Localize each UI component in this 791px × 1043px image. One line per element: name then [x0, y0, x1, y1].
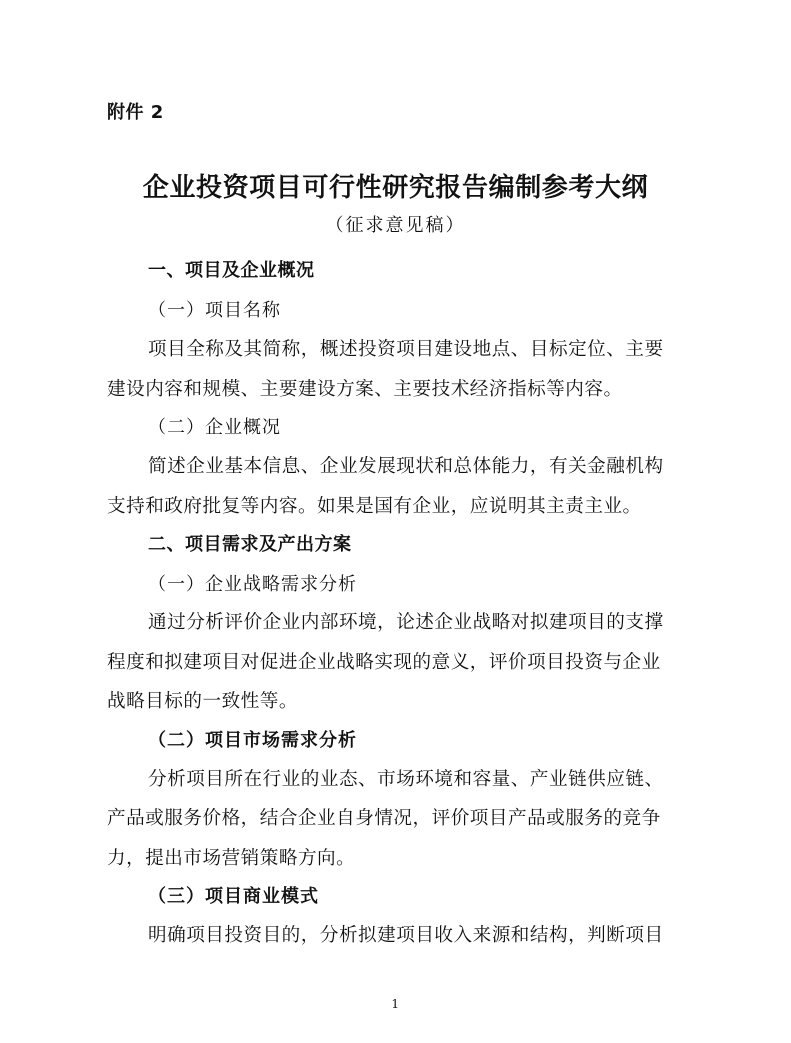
section-heading-1: 一、项目及企业概况 — [148, 260, 315, 281]
paragraph-line: 分析项目所在行业的业态、市场环境和容量、产业链供应链、 — [148, 769, 664, 790]
paragraph-line: 明确项目投资目的，分析拟建项目收入来源和结构，判断项目 — [148, 925, 664, 946]
document-subtitle: （征求意见稿） — [325, 215, 466, 236]
paragraph-line: 通过分析评价企业内部环境，论述企业战略对拟建项目的支撑 — [148, 612, 664, 633]
paragraph-line: 建设内容和规模、主要建设方案、主要技术经济指标等内容。 — [107, 379, 623, 400]
paragraph-line: 简述企业基本信息、企业发展现状和总体能力，有关金融机构 — [148, 456, 664, 477]
attachment-label: 附件 2 — [107, 102, 164, 123]
section-heading-2: 二、项目需求及产出方案 — [148, 534, 352, 555]
paragraph-line: 程度和拟建项目对促进企业战略实现的意义，评价项目投资与企业 — [107, 652, 661, 673]
subsection-heading-2-3: （三）项目商业模式 — [148, 886, 319, 907]
subsection-heading-1-1: （一）项目名称 — [148, 300, 281, 321]
page-number: 1 — [391, 997, 400, 1011]
subsection-heading-2-2: （二）项目市场需求分析 — [148, 730, 357, 751]
paragraph-line: 战略目标的一致性等。 — [107, 691, 298, 712]
subsection-heading-2-1: （一）企业战略需求分析 — [148, 574, 357, 595]
paragraph-line: 力，提出市场营销策略方向。 — [107, 848, 356, 869]
paragraph-line: 项目全称及其简称，概述投资项目建设地点、目标定位、主要 — [148, 339, 664, 360]
paragraph-line: 产品或服务价格，结合企业自身情况，评价项目产品或服务的竞争 — [107, 808, 661, 829]
document-title: 企业投资项目可行性研究报告编制参考大纲 — [142, 173, 649, 203]
subsection-heading-1-2: （二）企业概况 — [148, 417, 281, 438]
paragraph-line: 支持和政府批复等内容。如果是国有企业，应说明其主责主业。 — [107, 496, 642, 517]
